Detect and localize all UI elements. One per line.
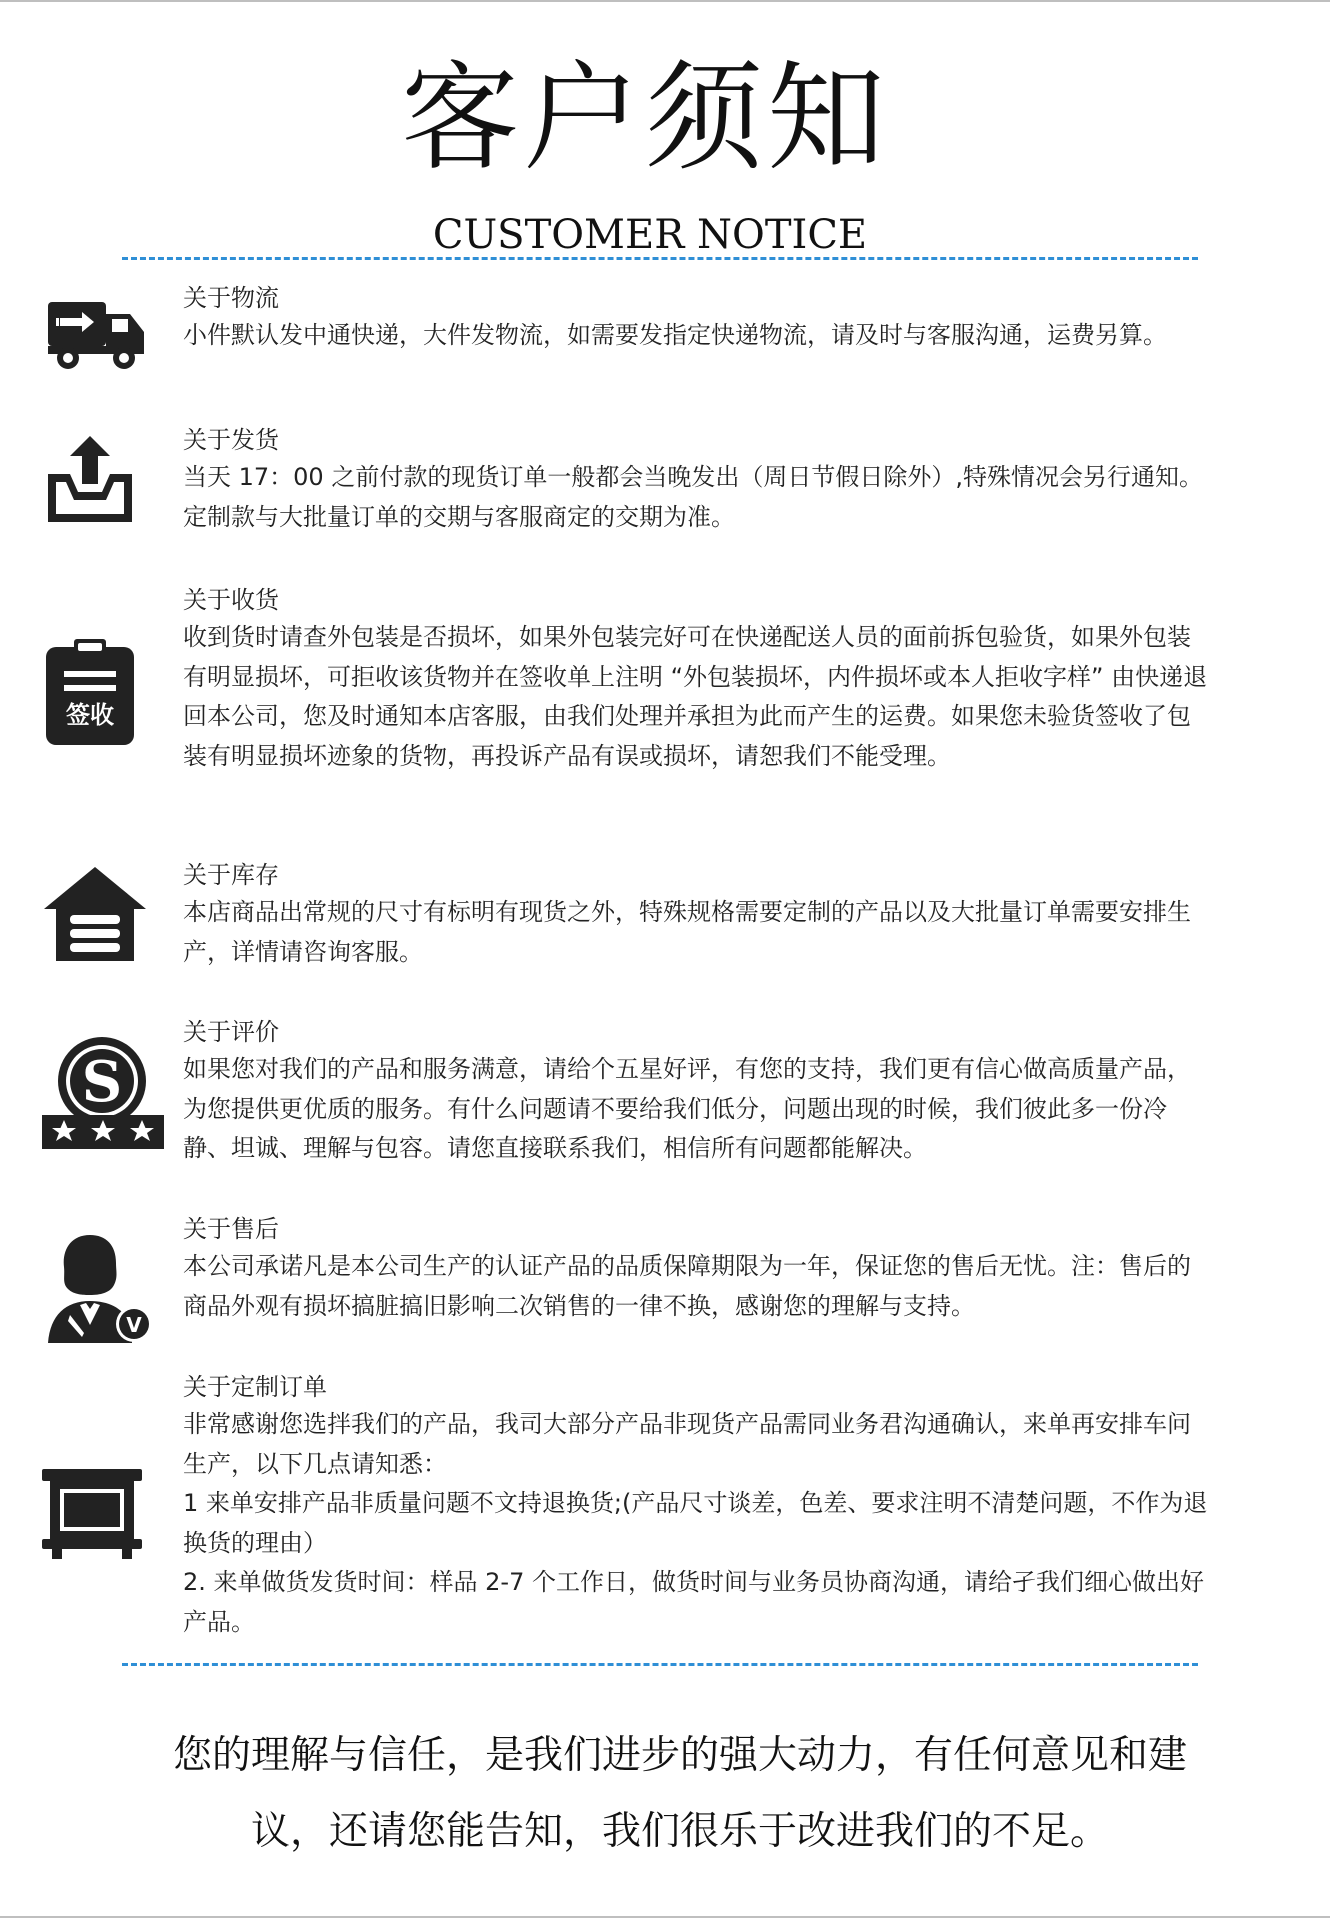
icon-label: 签收 xyxy=(66,701,114,729)
sign-receipt-clipboard-icon xyxy=(40,635,160,747)
section-body: 收到货时请查外包装是否损坏，如果外包装完好可在快递配送人员的面前拆包验货，如果外包装有明显损坏，可拒收该货物并在签收单上注明 “外包装损坏，内件损坏或本人拒收字样” 由快递退回本公司，您及时通知本店客服，由我们处理并承担为此而产生的运费。如果您未验货签收了包装有明显损坏迹象的货物，再投诉产品有误或损坏，请恕我们不能受理。 xyxy=(183,623,1208,770)
icon-letter: S xyxy=(81,1049,123,1115)
truck-icon xyxy=(40,290,160,380)
page-subtitle: CUSTOMER NOTICE xyxy=(432,212,868,258)
divider-top xyxy=(122,257,1198,260)
section-heading: 关于收货 xyxy=(183,586,279,614)
icon-letter: V xyxy=(126,1313,142,1337)
cargo-container-icon xyxy=(40,1467,160,1561)
section-heading: 关于物流 xyxy=(183,284,279,312)
section-heading: 关于发货 xyxy=(183,426,279,454)
top-border xyxy=(0,0,1330,2)
outbox-upload-icon xyxy=(40,434,160,526)
section-heading: 关于评价 xyxy=(183,1018,279,1046)
warehouse-icon xyxy=(40,865,160,965)
page-title: 客户须知 xyxy=(400,49,889,187)
section-heading: 关于库存 xyxy=(183,861,279,889)
section-body: 如果您对我们的产品和服务满意，请给个五星好评，有您的支持，我们更有信心做高质量产品，为您提供更优质的服务。有什么问题请不要给我们低分，问题出现的时候，我们彼此多一份冷静、坦诚、理解与包容。请您直接联系我们，相信所有问题都能解决。 xyxy=(183,1055,1191,1162)
section-heading: 关于定制订单 xyxy=(183,1373,327,1401)
customer-service-agent-icon xyxy=(40,1229,160,1349)
section-body: 本店商品出常规的尺寸有标明有现货之外，特殊规格需要定制的产品以及大批量订单需要安排生产，详情请咨询客服。 xyxy=(183,898,1191,966)
closing-message: 您的理解与信任，是我们进步的强大动力，有任何意见和建议，还请您能告知，我们很乐于改进我们的不足。 xyxy=(172,1733,1187,1854)
bottom-border xyxy=(0,1916,1330,1918)
rating-stars-icon xyxy=(40,1035,160,1151)
list-item: 1 来单安排产品非质量问题不文持退换货;(产品尺寸谈差，色差、要求注明不清楚问题，不作为退换货的理由） xyxy=(183,1489,1208,1557)
section-body: 当天 17：00 之前付款的现货订单一般都会当晚发出（周日节假日除外）,特殊情况会另行通知。定制款与大批量订单的交期与客服商定的交期为准。 xyxy=(183,463,1203,531)
divider-bottom xyxy=(122,1663,1198,1666)
section-heading: 关于售后 xyxy=(183,1215,279,1243)
list-item: 2. 来单做货发货时间：样品 2-7 个工作日，做货时间与业务员协商沟通，请给孑我们细心做出好产品。 xyxy=(183,1568,1204,1636)
section-body: 非常感谢您选拌我们的产品，我司大部分产品非现货产品需同业务君沟通确认，来单再安排车问生产，以下几点请知悉： xyxy=(183,1410,1191,1478)
section-body: 本公司承诺凡是本公司生产的认证产品的品质保障期限为一年，保证您的售后无忧。注：售后的商品外观有损坏搞脏搞旧影响二次销售的一律不换，感谢您的理解与支持。 xyxy=(183,1252,1191,1320)
section-body: 小件默认发中通快递，大件发物流，如需要发指定快递物流，请及时与客服沟通，运费另算。 xyxy=(183,321,1167,349)
